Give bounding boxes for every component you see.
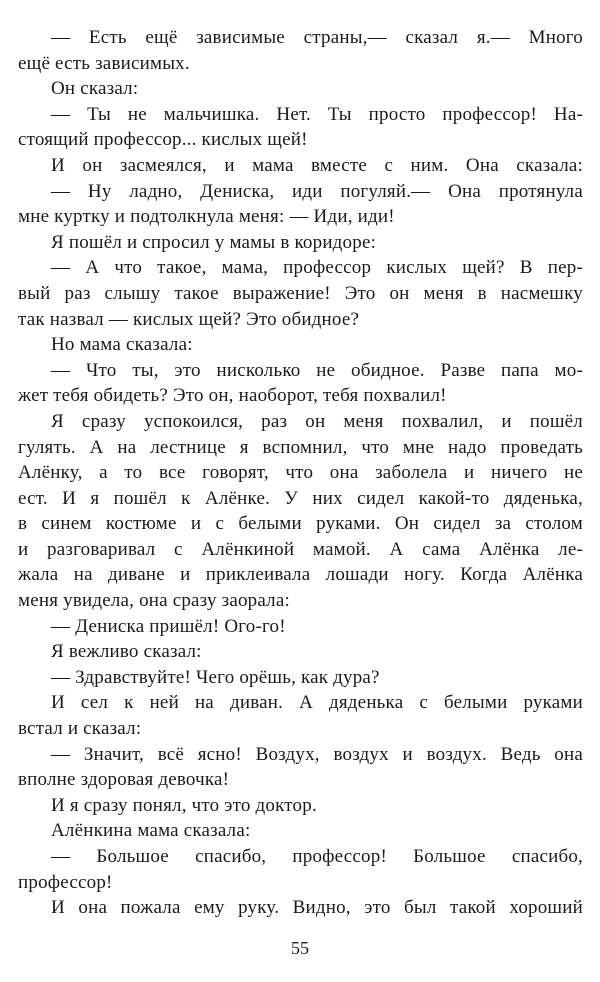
text-line: Алёнку, а то все говорят, что она заболела и ничего не [18,462,583,484]
text-line: Я пошёл и спросил у мамы в коридоре: [51,231,377,253]
text-line: профессор! [18,871,113,893]
text-line: ест. И я пошёл к Алёнке. У них сидел какой-то дяденька, [18,487,583,509]
body-text [18,25,583,921]
text-line: Он сказал: [51,78,139,100]
text-line: и разговаривал с Алёнкиной мамой. А сама Алёнка ле- [18,538,583,560]
text-line: встал и сказал: [18,718,142,740]
text-line: вый раз слышу такое выражение! Это он меня в насмешку [18,282,583,304]
text-line: гулять. А на лестнице я вспомнил, что мне надо проведать [18,436,583,458]
text-line: — Есть ещё зависимые страны,— сказал я.— Много [51,27,583,48]
text-line: — Ты не мальчишка. Нет. Ты просто профессор! На- [51,103,583,125]
page-number: 55 [291,938,309,958]
text-line: в синем костюме и с белыми руками. Он сидел за столом [18,513,583,535]
text-line: вполне здоровая девочка! [18,769,230,791]
text-line: Но мама сказала: [51,334,193,356]
text-line: — А что такое, мама, профессор кислых щей? В пер- [51,257,583,279]
text-line: жала на диване и приклеивала лошади ногу. Когда Алёнка [18,564,583,586]
text-line: И он засмеялся, и мама вместе с ним. Она сказала: [51,154,583,176]
text-line: ещё есть зависимых. [18,52,190,74]
text-line: Я вежливо сказал: [51,641,202,663]
text-line: мне куртку и подтолкнула меня: — Иди, иди! [18,206,395,228]
text-line: жет тебя обидеть? Это он, наоборот, тебя похвалил! [18,385,447,407]
text-line: — Ну ладно, Дениска, иди погуляй.— Она протянула [51,180,583,202]
text-line: Алёнкина мама сказала: [51,820,251,842]
text-line: — Что ты, это нисколько не обидное. Разве папа мо- [51,359,583,381]
text-line: — Значит, всё ясно! Воздух, воздух и воздух. Ведь она [51,743,583,765]
text-line: Я сразу успокоился, раз он меня похвалил, и пошёл [51,410,583,432]
text-line: И сел к ней на диван. А дяденька с белыми руками [51,692,583,714]
text-line: — Дениска пришёл! Ого-го! [51,615,286,637]
text-line: стоящий профессор... кислых щей! [18,129,308,151]
text-line: так назвал — кислых щей? Это обидное? [18,308,360,330]
text-line: И она пожала ему руку. Видно, это был такой хороший [51,897,583,919]
text-line: — Здравствуйте! Чего орёшь, как дура? [51,666,380,688]
text-line: меня увидела, она сразу заорала: [18,590,290,612]
text-line: И я сразу понял, что это доктор. [51,794,317,816]
text-line: — Большое спасибо, профессор! Большое спасибо, [51,846,583,867]
